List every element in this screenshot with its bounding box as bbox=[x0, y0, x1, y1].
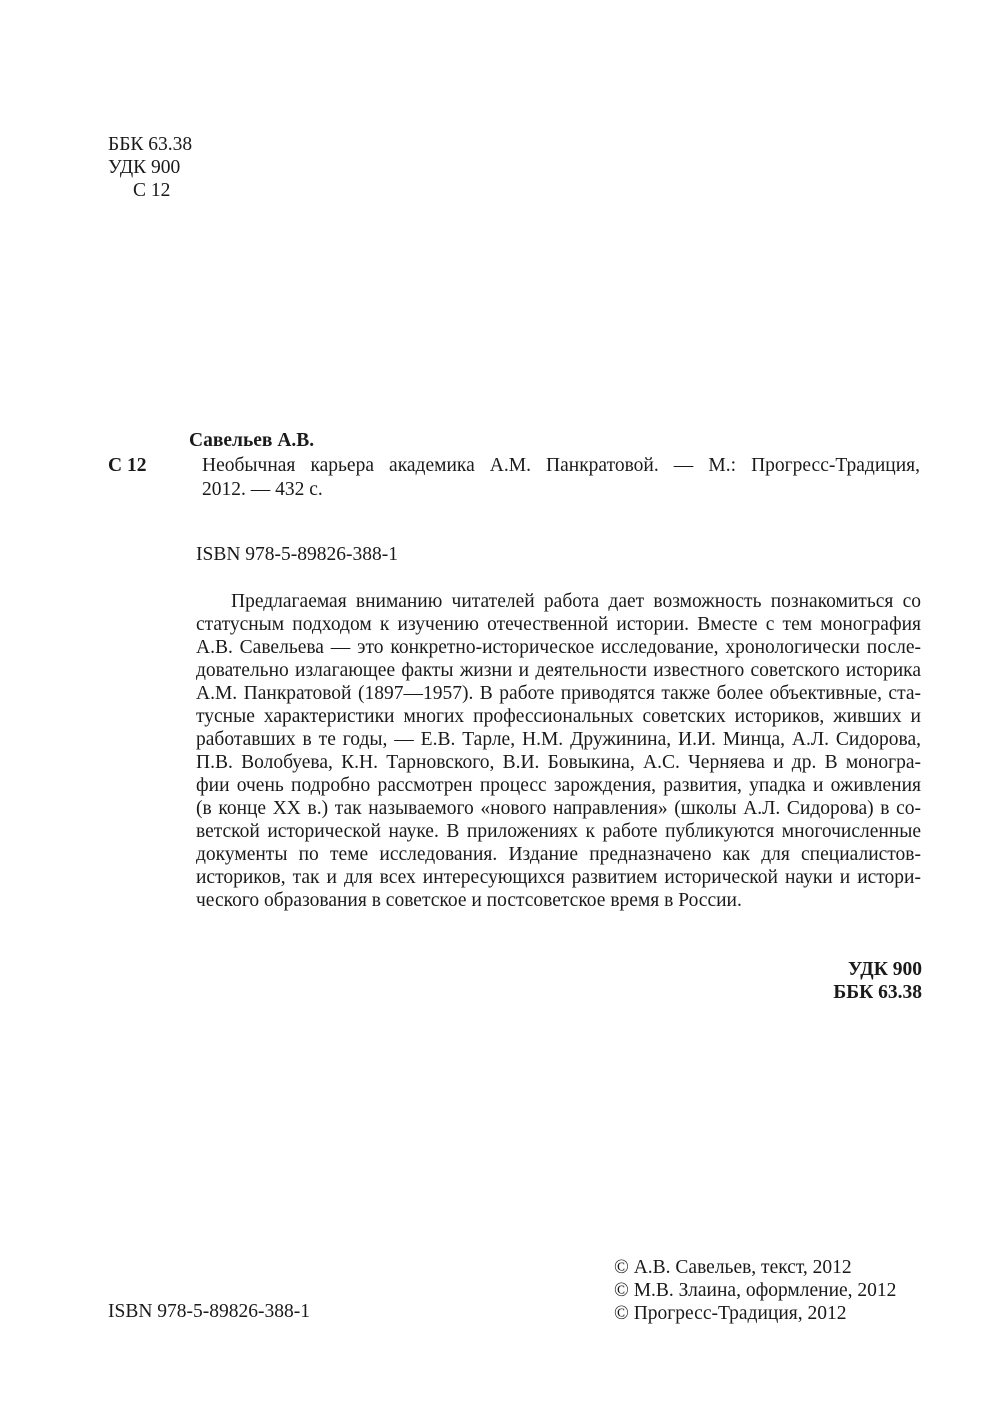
annotation-line: А.В. Савельева — это конкретно-историческое исследование, хронологически после- bbox=[196, 637, 921, 658]
annotation-line: А.М. Панкратовой (1897—1957). В работе приводятся также более объективные, ста- bbox=[196, 683, 921, 704]
isbn-bottom: ISBN 978-5-89826-388-1 bbox=[108, 1301, 311, 1322]
annotation-line: фии очень подробно рассмотрен процесс зарождения, развития, упадка и оживления bbox=[196, 775, 921, 796]
annotation-paragraph bbox=[196, 590, 921, 912]
annotation-line: работавших в те годы, — Е.В. Тарле, Н.М. Дружинина, И.И. Минца, А.Л. Сидорова, bbox=[196, 729, 921, 750]
bbk-code: ББК 63.38 bbox=[108, 134, 193, 155]
annotation-line: документы по теме исследования. Издание предназначено как для специалистов- bbox=[196, 844, 921, 865]
cutter-mark: С 12 bbox=[108, 455, 147, 476]
copyright-block bbox=[614, 1256, 896, 1325]
copyright-line: © Прогресс-Традиция, 2012 bbox=[614, 1303, 847, 1324]
title-imprint-line-1: Необычная карьера академика А.М. Панкратовой. — М.: Прогресс-Традиция, bbox=[202, 455, 920, 476]
classification-codes-top bbox=[108, 133, 192, 202]
cutter-code: С 12 bbox=[133, 180, 171, 201]
isbn: ISBN 978-5-89826-388-1 bbox=[196, 544, 399, 565]
author-heading: Савельев А.В. bbox=[189, 430, 315, 451]
annotation-line: П.В. Волобуева, К.Н. Тарновского, В.И. Бовыкина, А.С. Черняева и др. В моногра- bbox=[196, 752, 921, 773]
classification-codes-bottom bbox=[690, 958, 922, 1004]
udk-code: УДК 900 bbox=[108, 157, 181, 178]
annotation-line: историков, так и для всех интересующихся развитием исторической науки и истори- bbox=[196, 867, 921, 888]
annotation-line: Предлагаемая вниманию читателей работа дает возможность познакомиться со bbox=[231, 591, 921, 612]
title-imprint-line-2: 2012. — 432 с. bbox=[202, 479, 323, 500]
copyright-line: © А.В. Савельев, текст, 2012 bbox=[614, 1257, 852, 1278]
bbk-code-bold: ББК 63.38 bbox=[833, 982, 922, 1003]
annotation-line: (в конце XX в.) так называемого «нового направления» (школы А.Л. Сидорова) в со- bbox=[196, 798, 921, 819]
annotation-line: тусные характеристики многих профессиональных советских историков, живших и bbox=[196, 706, 921, 727]
annotation-line: ветской исторической науке. В приложениях к работе публикуются многочисленные bbox=[196, 821, 921, 842]
annotation-line: довательно излагающее факты жизни и деятельности известного советского историка bbox=[196, 660, 921, 681]
udk-code-bold: УДК 900 bbox=[847, 959, 922, 980]
copyright-line: © М.В. Злаина, оформление, 2012 bbox=[614, 1280, 897, 1301]
annotation-line: статусным подходом к изучению отечественной истории. Вместе с тем монография bbox=[196, 614, 921, 635]
annotation-line: ческого образования в советское и постсоветское время в России. bbox=[196, 890, 742, 911]
